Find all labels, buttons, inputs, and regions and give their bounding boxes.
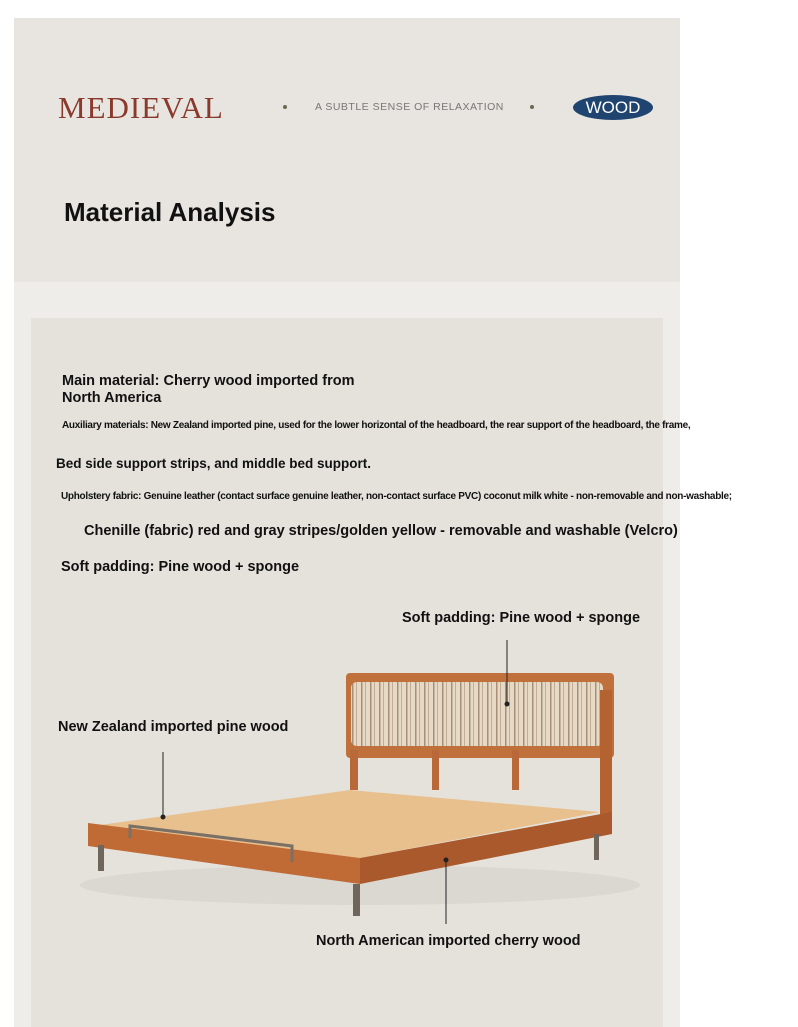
callout-legs: North American imported cherry wood (316, 933, 581, 949)
soft-padding: Soft padding: Pine wood + sponge (61, 559, 300, 575)
callout-headboard: Soft padding: Pine wood + sponge (402, 610, 641, 626)
upholstery-fabric: Upholstery fabric: Genuine leather (contact surface genuine leather, non-contact surface PVC) coconut milk white - non-removable and non-washable; (61, 491, 732, 502)
brand-logo: MEDIEVAL (58, 90, 224, 125)
chenille-fabric: Chenille (fabric) red and gray stripes/golden yellow - removable and washable (Velcro) (84, 523, 678, 539)
main-material-line2: North America (62, 390, 162, 406)
auxiliary-materials-cont: Bed side support strips, and middle bed support. (56, 456, 372, 471)
auxiliary-materials: Auxiliary materials: New Zealand imported pine, used for the lower horizontal of the headboard, the rear support of the headboard, the frame, (62, 420, 691, 431)
wood-badge: WOOD (573, 95, 653, 120)
callout-frame: New Zealand imported pine wood (58, 719, 289, 735)
page-title: Material Analysis (64, 197, 276, 227)
tagline: A SUBTLE SENSE OF RELAXATION (315, 101, 504, 113)
main-material-line1: Main material: Cherry wood imported from (62, 373, 355, 389)
headboard-cushion (351, 682, 603, 746)
